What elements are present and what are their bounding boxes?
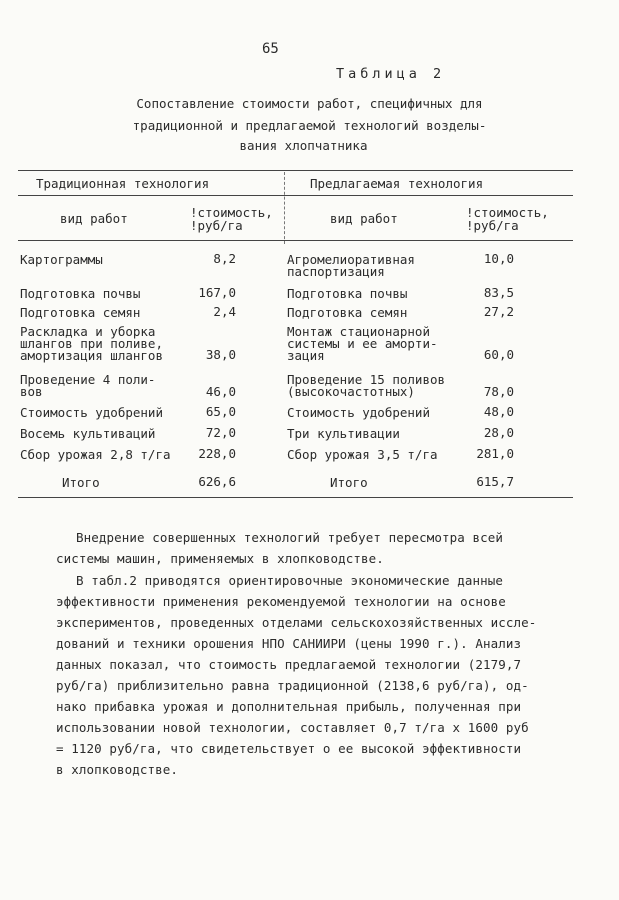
row-left-name: Подготовка семян [20,305,141,320]
row-right-value: 78,0 [483,384,514,399]
paragraph-line: системы машин, применяемых в хлопководстве. [56,551,384,566]
paragraph-line: нако прибавка урожая и дополнительная прибыль, полученная при [56,699,522,714]
row-right-name: Подготовка почвы [287,286,408,301]
total-right-value: 615,7 [476,474,514,489]
row-left-name: Картограммы [20,252,103,267]
row-left-name: Стоимость удобрений [20,405,163,420]
row-right-value: 83,5 [483,285,514,300]
row-right-name: Стоимость удобрений [287,405,430,420]
row-right-value: 48,0 [483,404,514,419]
row-right-name: Три культивации [287,426,400,441]
total-right-label: Итого [330,475,368,490]
row-left-value: 65,0 [205,404,236,419]
row-left-value: 8,2 [213,251,236,266]
row-left-name: Подготовка почвы [20,286,141,301]
row-left-name: вов [20,384,43,399]
page-number: 65 [262,41,279,57]
paragraph-line: = 1120 руб/га, что свидетельствует о ее высокой эффективности [56,741,522,756]
row-right-value: 10,0 [483,251,514,266]
row-right-name: Сбор урожая 3,5 т/га [287,447,438,462]
row-left-value: 38,0 [205,347,236,362]
paragraph-line: данных показал, что стоимость предлагаемой технологии (2179,7 [56,657,522,672]
table-column-divider [284,172,285,244]
paragraph-line: использовании новой технологии, составляет 0,7 т/га х 1600 руб [56,720,529,735]
header-cost-right-1: !стоимость, [466,205,549,220]
table-bottom-rule [18,497,573,498]
row-right-name: (высокочастотных) [287,384,415,399]
header-cost-left-2: !руб/га [190,218,243,233]
paragraph-line: руб/га) приблизительно равна традиционной (2138,6 руб/га), од- [56,678,529,693]
table-label: Таблица 2 [336,66,446,82]
row-right-name: паспортизация [287,264,385,279]
row-right-value: 28,0 [483,425,514,440]
paragraph-line: Внедрение совершенных технологий требует пересмотра всей [76,530,504,545]
row-right-name: Монтаж стационарной [287,324,430,339]
table-subheader-rule [18,240,573,241]
total-left-value: 626,6 [198,474,236,489]
header-traditional: Традиционная технология [36,176,210,191]
row-right-name: Проведение 15 поливов [287,372,446,387]
header-work-type-left: вид работ [60,211,128,226]
header-work-type-right: вид работ [330,211,398,226]
header-proposed: Предлагаемая технология [310,176,484,191]
row-right-value: 60,0 [483,347,514,362]
row-left-name: Проведение 4 поли- [20,372,156,387]
paragraph-line: экспериментов, проведенных отделами сельскохозяйственных иссле- [56,615,537,630]
table-caption-line-3: вания хлопчатника [239,138,368,153]
paragraph-line: эффективности применения рекомендуемой технологии на основе [56,594,506,609]
row-left-value: 72,0 [205,425,236,440]
row-left-value: 2,4 [213,304,236,319]
paragraph-line: в хлопководстве. [56,762,179,777]
row-left-name: амортизация шлангов [20,348,163,363]
header-cost-left-1: !стоимость, [190,205,273,220]
total-left-label: Итого [62,475,100,490]
row-left-value: 167,0 [198,285,236,300]
table-caption-line-1: Сопоставление стоимости работ, специфичных для [136,96,483,111]
row-right-value: 27,2 [483,304,514,319]
row-left-name: Раскладка и уборка [20,324,156,339]
row-left-value: 46,0 [205,384,236,399]
row-right-name: Подготовка семян [287,305,408,320]
paragraph-line: В табл.2 приводятся ориентировочные экономические данные [76,573,504,588]
table-top-rule [18,170,573,171]
row-left-name: Восемь культиваций [20,426,156,441]
row-right-name: зация [287,348,325,363]
row-left-name: шлангов при поливе, [20,336,163,351]
row-right-value: 281,0 [476,446,514,461]
row-left-name: Сбор урожая 2,8 т/га [20,447,171,462]
row-right-name: Агромелиоративная [287,252,415,267]
header-cost-right-2: !руб/га [466,218,519,233]
table-header-rule [18,195,573,196]
table-caption-line-2: традиционной и предлагаемой технологий возделы- [132,118,487,133]
row-right-name: системы и ее аморти- [287,336,438,351]
paragraph-line: дований и техники орошения НПО САНИИРИ (цены 1990 г.). Анализ [56,636,522,651]
row-left-value: 228,0 [198,446,236,461]
